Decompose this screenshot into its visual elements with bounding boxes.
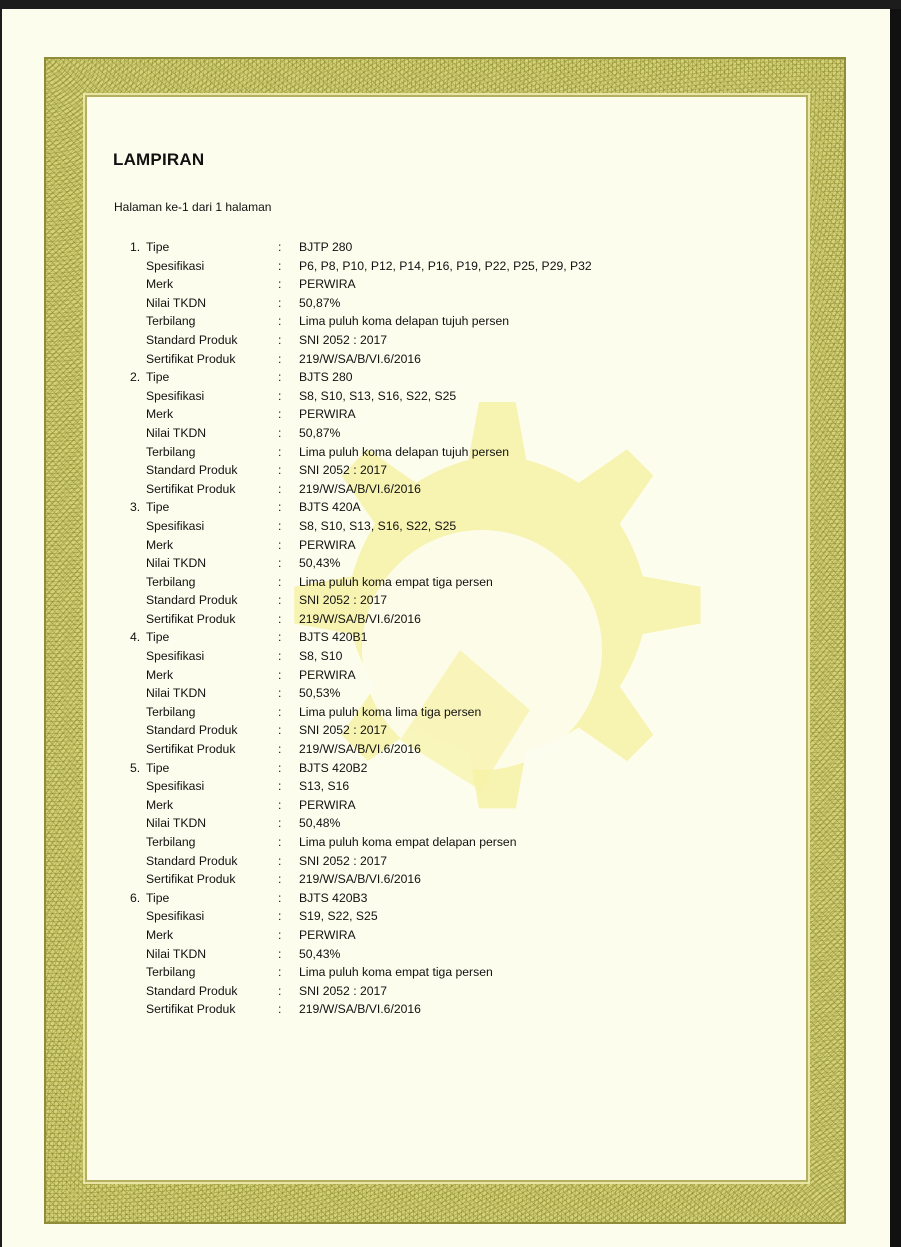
separator: : <box>278 816 282 831</box>
label-sertifikat-produk: Sertifikat Produk <box>146 481 236 496</box>
value-spesifikasi: P6, P8, P10, P12, P14, P16, P19, P22, P25, P29, P32 <box>299 258 592 273</box>
label-nilai-tkdn: Nilai TKDN <box>146 946 207 961</box>
separator: : <box>278 425 282 440</box>
separator: : <box>278 407 282 422</box>
separator: : <box>278 258 282 273</box>
separator: : <box>278 797 282 812</box>
value-standard-produk: SNI 2052 : 2017 <box>299 983 388 998</box>
row-spesifikasi <box>0 907 890 926</box>
label-merk: Merk <box>146 277 174 292</box>
separator: : <box>278 704 282 719</box>
row-merk <box>0 666 890 685</box>
label-tipe: Tipe <box>146 890 170 905</box>
row-standard-produk <box>0 982 890 1001</box>
row-tipe <box>0 759 890 778</box>
label-merk: Merk <box>146 667 174 682</box>
product-entry <box>0 498 890 628</box>
label-terbilang: Terbilang <box>146 574 196 589</box>
label-spesifikasi: Spesifikasi <box>146 779 205 794</box>
label-terbilang: Terbilang <box>146 314 196 329</box>
separator: : <box>278 872 282 887</box>
label-tipe: Tipe <box>146 630 170 645</box>
value-sertifikat-produk: 219/W/SA/B/VI.6/2016 <box>299 351 421 366</box>
entry-number: 2. <box>130 370 141 385</box>
row-standard-produk <box>0 852 890 871</box>
value-standard-produk: SNI 2052 : 2017 <box>299 853 388 868</box>
separator: : <box>278 518 282 533</box>
value-standard-produk: SNI 2052 : 2017 <box>299 723 388 738</box>
separator: : <box>278 760 282 775</box>
separator: : <box>278 779 282 794</box>
separator: : <box>278 537 282 552</box>
row-terbilang <box>0 963 890 982</box>
row-spesifikasi <box>0 387 890 406</box>
row-tipe <box>0 628 890 647</box>
row-nilai-tkdn <box>0 424 890 443</box>
entry-number: 1. <box>130 240 141 254</box>
row-spesifikasi <box>0 777 890 796</box>
row-spesifikasi <box>0 647 890 666</box>
separator: : <box>278 742 282 757</box>
label-merk: Merk <box>146 407 174 422</box>
value-nilai-tkdn: 50,43% <box>299 946 341 961</box>
row-tipe <box>0 498 890 517</box>
value-sertifikat-produk: 219/W/SA/B/VI.6/2016 <box>299 611 421 626</box>
separator: : <box>278 909 282 924</box>
row-terbilang <box>0 573 890 592</box>
entry-number: 6. <box>130 890 141 905</box>
value-tipe: BJTS 420B2 <box>299 760 368 775</box>
product-entry <box>0 628 890 758</box>
label-standard-produk: Standard Produk <box>146 463 238 478</box>
value-sertifikat-produk: 219/W/SA/B/VI.6/2016 <box>299 481 421 496</box>
value-tipe: BJTP 280 <box>299 240 353 254</box>
label-sertifikat-produk: Sertifikat Produk <box>146 1002 236 1017</box>
label-sertifikat-produk: Sertifikat Produk <box>146 611 236 626</box>
entry-number: 3. <box>130 500 141 515</box>
value-merk: PERWIRA <box>299 797 356 812</box>
value-tipe: BJTS 420B1 <box>299 630 368 645</box>
value-spesifikasi: S13, S16 <box>299 779 350 794</box>
label-spesifikasi: Spesifikasi <box>146 388 205 403</box>
product-entry <box>0 238 890 368</box>
product-entry <box>0 889 890 1019</box>
value-standard-produk: SNI 2052 : 2017 <box>299 463 388 478</box>
value-nilai-tkdn: 50,87% <box>299 295 341 310</box>
label-tipe: Tipe <box>146 500 170 515</box>
value-spesifikasi: S8, S10, S13, S16, S22, S25 <box>299 518 457 533</box>
row-sertifikat-produk <box>0 870 890 889</box>
row-merk <box>0 405 890 424</box>
row-standard-produk <box>0 461 890 480</box>
value-terbilang: Lima puluh koma empat tiga persen <box>299 965 493 980</box>
label-merk: Merk <box>146 797 174 812</box>
value-spesifikasi: S8, S10 <box>299 649 343 664</box>
value-tipe: BJTS 420A <box>299 500 361 515</box>
separator: : <box>278 277 282 292</box>
separator: : <box>278 481 282 496</box>
row-merk <box>0 926 890 945</box>
value-nilai-tkdn: 50,48% <box>299 816 341 831</box>
value-terbilang: Lima puluh koma delapan tujuh persen <box>299 314 510 329</box>
separator: : <box>278 388 282 403</box>
row-merk <box>0 275 890 294</box>
value-spesifikasi: S8, S10, S13, S16, S22, S25 <box>299 388 457 403</box>
value-merk: PERWIRA <box>299 537 356 552</box>
value-merk: PERWIRA <box>299 667 356 682</box>
product-entry-list <box>0 238 890 1019</box>
separator: : <box>278 332 282 347</box>
row-nilai-tkdn <box>0 814 890 833</box>
separator: : <box>278 370 282 385</box>
row-nilai-tkdn <box>0 684 890 703</box>
label-merk: Merk <box>146 927 174 942</box>
separator: : <box>278 667 282 682</box>
row-sertifikat-produk <box>0 740 890 759</box>
separator: : <box>278 946 282 961</box>
value-nilai-tkdn: 50,87% <box>299 425 341 440</box>
value-terbilang: Lima puluh koma delapan tujuh persen <box>299 444 510 459</box>
value-standard-produk: SNI 2052 : 2017 <box>299 332 388 347</box>
row-terbilang <box>0 833 890 852</box>
separator: : <box>278 556 282 571</box>
value-merk: PERWIRA <box>299 927 356 942</box>
row-nilai-tkdn <box>0 554 890 573</box>
value-sertifikat-produk: 219/W/SA/B/VI.6/2016 <box>299 872 421 887</box>
label-terbilang: Terbilang <box>146 704 196 719</box>
separator: : <box>278 983 282 998</box>
label-tipe: Tipe <box>146 370 170 385</box>
separator: : <box>278 1002 282 1017</box>
label-standard-produk: Standard Produk <box>146 723 238 738</box>
row-merk <box>0 536 890 555</box>
label-standard-produk: Standard Produk <box>146 593 238 608</box>
entry-number: 4. <box>130 630 141 645</box>
value-nilai-tkdn: 50,53% <box>299 686 341 701</box>
label-standard-produk: Standard Produk <box>146 332 238 347</box>
separator: : <box>278 890 282 905</box>
value-sertifikat-produk: 219/W/SA/B/VI.6/2016 <box>299 742 421 757</box>
row-standard-produk <box>0 591 890 610</box>
label-terbilang: Terbilang <box>146 444 196 459</box>
label-sertifikat-produk: Sertifikat Produk <box>146 872 236 887</box>
label-spesifikasi: Spesifikasi <box>146 518 205 533</box>
label-standard-produk: Standard Produk <box>146 983 238 998</box>
row-tipe <box>0 368 890 387</box>
page-title: LAMPIRAN <box>113 150 205 169</box>
label-sertifikat-produk: Sertifikat Produk <box>146 351 236 366</box>
value-terbilang: Lima puluh koma lima tiga persen <box>299 704 482 719</box>
separator: : <box>278 500 282 515</box>
value-merk: PERWIRA <box>299 407 356 422</box>
row-terbilang <box>0 443 890 462</box>
page-edge-shadow <box>890 9 901 1247</box>
separator: : <box>278 649 282 664</box>
separator: : <box>278 611 282 626</box>
value-merk: PERWIRA <box>299 277 356 292</box>
label-tipe: Tipe <box>146 240 170 254</box>
entry-number: 5. <box>130 760 141 775</box>
label-nilai-tkdn: Nilai TKDN <box>146 816 207 831</box>
separator: : <box>278 314 282 329</box>
row-sertifikat-produk <box>0 1000 890 1019</box>
row-merk <box>0 796 890 815</box>
separator: : <box>278 574 282 589</box>
separator: : <box>278 723 282 738</box>
label-nilai-tkdn: Nilai TKDN <box>146 686 207 701</box>
separator: : <box>278 686 282 701</box>
separator: : <box>278 965 282 980</box>
row-sertifikat-produk <box>0 480 890 499</box>
separator: : <box>278 853 282 868</box>
row-terbilang <box>0 703 890 722</box>
row-standard-produk <box>0 721 890 740</box>
row-sertifikat-produk <box>0 350 890 369</box>
separator: : <box>278 463 282 478</box>
row-standard-produk <box>0 331 890 350</box>
separator: : <box>278 835 282 849</box>
value-tipe: BJTS 280 <box>299 370 353 385</box>
product-entry <box>0 759 890 889</box>
value-terbilang: Lima puluh koma empat delapan persen <box>299 835 517 849</box>
page-number-info: Halaman ke-1 dari 1 halaman <box>114 200 272 214</box>
value-standard-produk: SNI 2052 : 2017 <box>299 593 388 608</box>
label-merk: Merk <box>146 537 174 552</box>
label-tipe: Tipe <box>146 760 170 775</box>
label-spesifikasi: Spesifikasi <box>146 909 205 924</box>
separator: : <box>278 927 282 942</box>
label-standard-produk: Standard Produk <box>146 853 238 868</box>
separator: : <box>278 593 282 608</box>
label-nilai-tkdn: Nilai TKDN <box>146 556 207 571</box>
value-tipe: BJTS 420B3 <box>299 890 368 905</box>
separator: : <box>278 630 282 645</box>
value-spesifikasi: S19, S22, S25 <box>299 909 378 924</box>
label-terbilang: Terbilang <box>146 835 196 849</box>
separator: : <box>278 240 282 254</box>
label-nilai-tkdn: Nilai TKDN <box>146 425 207 440</box>
value-nilai-tkdn: 50,43% <box>299 556 341 571</box>
separator: : <box>278 351 282 366</box>
label-nilai-tkdn: Nilai TKDN <box>146 295 207 310</box>
value-sertifikat-produk: 219/W/SA/B/VI.6/2016 <box>299 1002 421 1017</box>
row-tipe <box>0 238 890 257</box>
label-terbilang: Terbilang <box>146 965 196 980</box>
row-nilai-tkdn <box>0 945 890 964</box>
label-spesifikasi: Spesifikasi <box>146 649 205 664</box>
row-tipe <box>0 889 890 908</box>
value-terbilang: Lima puluh koma empat tiga persen <box>299 574 493 589</box>
label-sertifikat-produk: Sertifikat Produk <box>146 742 236 757</box>
row-terbilang <box>0 312 890 331</box>
product-entry <box>0 368 890 498</box>
row-sertifikat-produk <box>0 610 890 629</box>
row-nilai-tkdn <box>0 294 890 313</box>
separator: : <box>278 295 282 310</box>
row-spesifikasi <box>0 257 890 276</box>
separator: : <box>278 444 282 459</box>
label-spesifikasi: Spesifikasi <box>146 258 205 273</box>
row-spesifikasi <box>0 517 890 536</box>
